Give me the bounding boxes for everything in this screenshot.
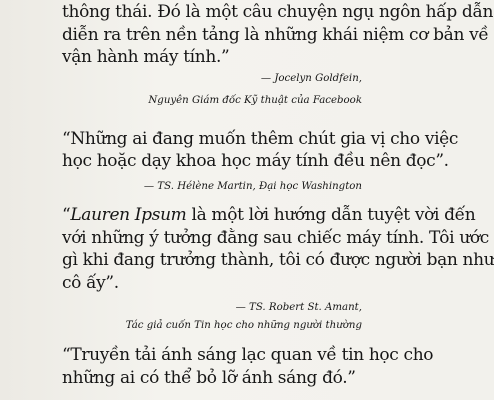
quote1-line1: thông thái. Đó là một câu chuyện ngụ ngôn hấp dẫn [62, 2, 494, 22]
quote4-line2: những ai có thể bỏ lỡ ánh sáng đó.” [62, 368, 356, 388]
quote2-line1: “Những ai đang muốn thêm chút gia vị cho việc [62, 129, 459, 149]
quote2-line2: học hoặc dạy khoa học máy tính đều nên đọc”. [62, 151, 449, 171]
quote4-line1: “Truyền tải ánh sáng lạc quan về tin học cho [62, 345, 434, 365]
quote3-attribution-title: Tác giả cuốn Tin học cho những người thường [125, 320, 362, 331]
book-title: Lauren Ipsum [70, 205, 187, 225]
quote1-line2: diễn ra trên nền tảng là những khái niệm cơ bản về [62, 25, 489, 45]
quote2-attribution: — TS. Hélène Martin, Đại học Washington [143, 181, 362, 192]
quote1-line3: vận hành máy tính.” [62, 47, 230, 67]
quote3-line2: với những ý tưởng đằng sau chiếc máy tính. Tôi ước [62, 228, 489, 248]
quote3-attribution-name: — TS. Robert St. Amant, [235, 302, 362, 313]
quote1-attribution-title: Nguyên Giám đốc Kỹ thuật của Facebook [148, 95, 362, 106]
quote3-open-quote: “ [62, 205, 71, 225]
quote3-line3: gì khi đang trưởng thành, tôi có được người bạn như [62, 250, 494, 270]
quote3-line1-rest: là một lời hướng dẫn tuyệt vời đến [186, 205, 476, 225]
quote3-line1 [62, 205, 476, 226]
quote3-line4: cô ấy”. [62, 273, 119, 293]
quote1-attribution-name: — Jocelyn Goldfein, [260, 73, 362, 84]
